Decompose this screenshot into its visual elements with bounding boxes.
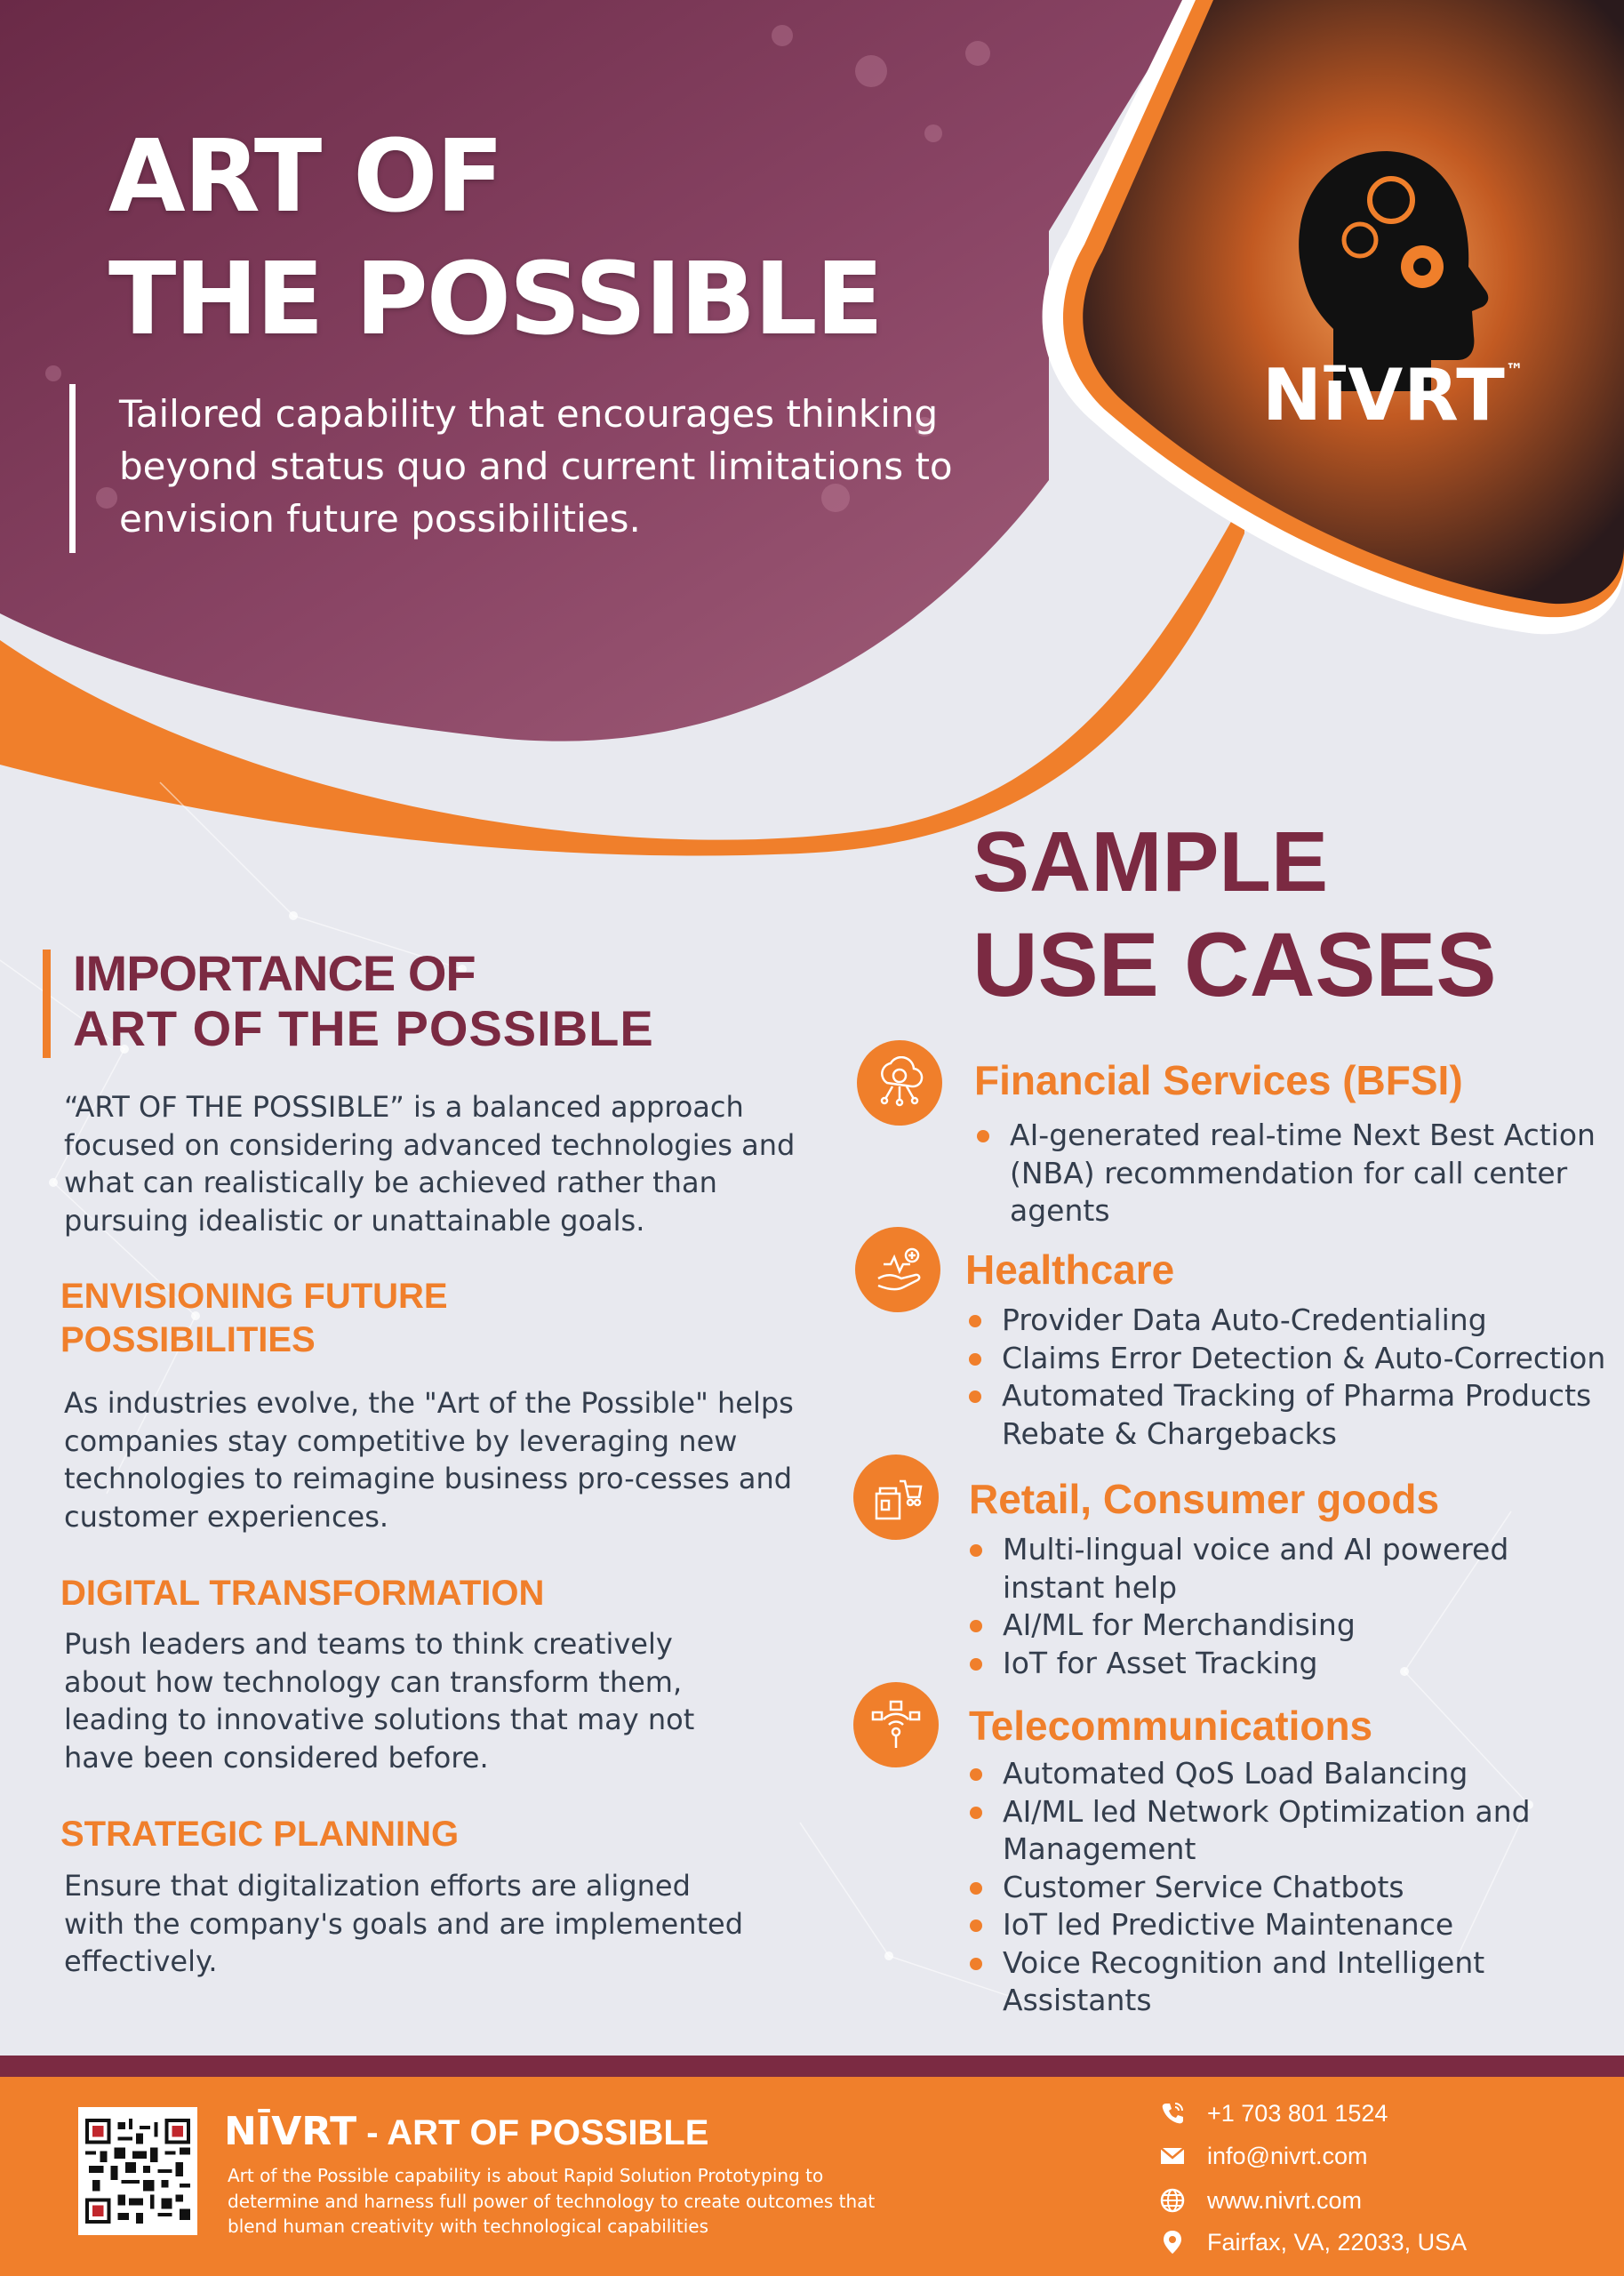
footer-band bbox=[0, 2056, 1624, 2077]
qr-code-icon bbox=[85, 2116, 190, 2226]
hero-title-line2: THE POSSIBLE bbox=[108, 242, 883, 357]
section-heading-envisioning: ENVISIONING FUTURE POSSIBILITIES bbox=[60, 1277, 448, 1359]
contact-website-text: www.nivrt.com bbox=[1207, 2187, 1363, 2214]
retail-icon bbox=[853, 1455, 939, 1540]
section-heading-digital: DIGITAL TRANSFORMATION bbox=[60, 1574, 545, 1613]
footer-description: Art of the Possible capability is about Rapid Solution Prototyping to determine and harness full power of technology to create outcomes that blend human creativity with technological capabilities bbox=[228, 2165, 876, 2237]
contact-phone[interactable] bbox=[1159, 2098, 1388, 2128]
contact-address-text: Fairfax, VA, 22033, USA bbox=[1207, 2229, 1468, 2256]
list-item: Customer Service Chatbots bbox=[1003, 1869, 1563, 1907]
importance-heading-line2: ART OF THE POSSIBLE bbox=[73, 1000, 654, 1056]
healthcare-icon bbox=[855, 1227, 940, 1312]
list-item: Multi-lingual voice and AI powered instant help bbox=[1003, 1531, 1536, 1607]
footer-brand bbox=[224, 2107, 708, 2158]
use-case-list-telecom bbox=[1003, 1755, 1563, 2020]
mail-icon bbox=[1159, 2143, 1186, 2169]
list-item: Automated QoS Load Balancing bbox=[1003, 1755, 1563, 1793]
list-item: AI/ML led Network Optimization and Management bbox=[1003, 1793, 1563, 1869]
brand-logo-text: NīVRT bbox=[1262, 354, 1506, 437]
list-item: IoT for Asset Tracking bbox=[1003, 1645, 1536, 1683]
use-case-title-telecom: Telecommunications bbox=[969, 1703, 1373, 1749]
use-case-list-bfsi bbox=[1010, 1117, 1596, 1230]
contact-address[interactable] bbox=[1159, 2227, 1467, 2257]
section-heading-strategic: STRATEGIC PLANNING bbox=[60, 1815, 460, 1854]
list-item: Voice Recognition and Intelligent Assistants bbox=[1003, 1944, 1563, 2020]
list-item: AI-generated real-time Next Best Action (NBA) recommendation for call center agents bbox=[1010, 1117, 1596, 1230]
phone-icon bbox=[1159, 2100, 1186, 2127]
brand-logo bbox=[1262, 354, 1524, 437]
section-text-strategic: Ensure that digitalization efforts are aligned with the company's goals and are implemented effectively. bbox=[64, 1869, 744, 1978]
use-case-title-healthcare: Healthcare bbox=[965, 1246, 1175, 1293]
list-item: Provider Data Auto-Credentialing bbox=[1002, 1302, 1606, 1340]
section-text-digital: Push leaders and teams to think creatively about how technology can transform them, leading to innovative solutions that may not have been considered before. bbox=[64, 1627, 695, 1775]
footer-brand-tagline: - ART OF POSSIBLE bbox=[356, 2113, 709, 2152]
contact-phone-text: +1 703 801 1524 bbox=[1207, 2100, 1388, 2127]
telecom-icon bbox=[853, 1682, 939, 1767]
list-item: Automated Tracking of Pharma Products Rebate & Chargebacks bbox=[1002, 1377, 1606, 1453]
hero-accent-bar bbox=[69, 384, 76, 553]
location-pin-icon bbox=[1159, 2229, 1186, 2256]
importance-heading-line1: IMPORTANCE OF bbox=[73, 945, 476, 1001]
globe-icon bbox=[1159, 2187, 1186, 2214]
use-case-list-healthcare bbox=[1002, 1302, 1606, 1453]
contact-email-text: info@nivrt.com bbox=[1207, 2143, 1368, 2169]
use-cases-heading-line1: SAMPLE bbox=[972, 814, 1329, 910]
hero-title-line1: ART OF bbox=[108, 119, 502, 235]
contact-website[interactable] bbox=[1159, 2185, 1362, 2216]
list-item: Claims Error Detection & Auto-Correction bbox=[1002, 1340, 1606, 1378]
list-item: AI/ML for Merchandising bbox=[1003, 1607, 1536, 1645]
importance-accent-bar bbox=[43, 950, 51, 1058]
use-case-list-retail bbox=[1003, 1531, 1536, 1682]
section-text-envisioning: As industries evolve, the "Art of the Possible" helps companies stay competitive by leveraging new technologies to reimagine business pro-cesses and customer experiences. bbox=[64, 1386, 794, 1534]
qr-code[interactable] bbox=[78, 2107, 197, 2235]
use-case-title-bfsi: Financial Services (BFSI) bbox=[974, 1057, 1463, 1103]
list-item: IoT led Predictive Maintenance bbox=[1003, 1906, 1563, 1944]
hero-title bbox=[108, 116, 882, 361]
trademark: ™ bbox=[1505, 359, 1524, 381]
contact-email[interactable] bbox=[1159, 2141, 1367, 2171]
footer-brand-name: NĪVRT bbox=[224, 2109, 357, 2154]
hero-subtitle: Tailored capability that encourages thinking beyond status quo and current limitations to envision future possibilities. bbox=[119, 392, 953, 541]
use-case-title-retail: Retail, Consumer goods bbox=[969, 1476, 1440, 1522]
use-cases-heading-line2: USE CASES bbox=[972, 914, 1497, 1015]
finance-icon bbox=[857, 1040, 942, 1126]
importance-intro: “ART OF THE POSSIBLE” is a balanced approach focused on considering advanced technologies and what can realistically be achieved rather than pursuing idealistic or unattainable goals. bbox=[64, 1090, 796, 1238]
